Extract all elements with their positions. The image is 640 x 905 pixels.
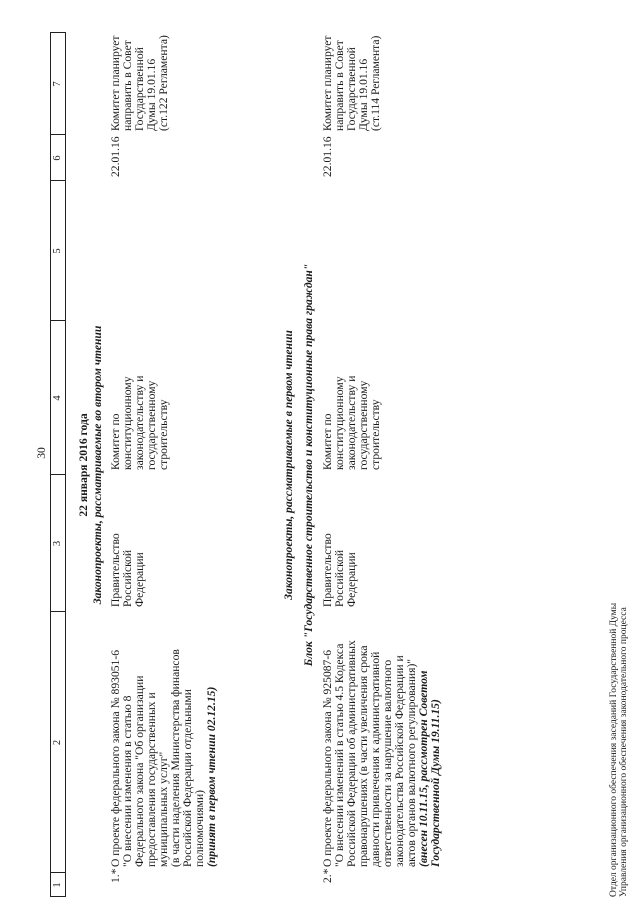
row-number: 2.* <box>321 868 334 883</box>
bill-title-line: предоставления государственных и <box>145 692 158 867</box>
page-number: 30 <box>35 447 48 459</box>
committee-line: законодательству и <box>345 375 358 470</box>
bill-title-line: муниципальных услуг" <box>157 751 170 867</box>
author-line: Российской <box>121 549 134 607</box>
header-col-2: 2 <box>52 739 63 746</box>
remark-line: Думы 19.01.16 <box>357 58 370 131</box>
author-line: Правительство <box>321 533 334 607</box>
bill-title-line: правонарушениях (в части увеличения срока <box>357 645 370 867</box>
section-heading-first-reading: Законопроекты, рассматриваемые в первом чтении <box>282 330 295 600</box>
bill-title-line: О проекте федерального закона № 893051-6 <box>109 650 122 867</box>
remark-line: Государственной <box>345 47 358 131</box>
committee-line: конституционному <box>121 376 134 470</box>
date-heading: 22 января 2016 года <box>77 413 90 517</box>
author-line: Правительство <box>109 533 122 607</box>
bill-title-line: "О внесении изменения в статью 8 <box>121 695 134 867</box>
committee-line: государственному <box>357 380 370 470</box>
section-heading-second-reading: Законопроекты, рассматриваемые во втором чтении <box>91 325 104 605</box>
footer-line: Отдел организационного обеспечения заседаний Государственной Думы <box>609 602 619 897</box>
committee-line: законодательству и <box>133 375 146 470</box>
committee-line: строительству <box>369 399 382 470</box>
remark-line: (ст.122 Регламента) <box>157 35 170 131</box>
bill-title-line: Федерального закона "Об организации <box>133 675 146 867</box>
author-line: Российской <box>333 549 346 607</box>
header-col-5: 5 <box>52 248 63 254</box>
row-number: 1.* <box>109 868 122 883</box>
bill-title-line: ответственности за нарушение валютного <box>381 659 394 867</box>
header-col-1: 1 <box>52 882 63 888</box>
remark-line: направить в Совет <box>121 40 134 131</box>
header-col-3: 3 <box>52 540 63 547</box>
header-col-7: 7 <box>52 81 63 87</box>
date-value: 22.01.16 <box>321 136 334 177</box>
committee-line: Комитет по <box>321 413 334 470</box>
author-line: Федерации <box>345 552 358 607</box>
remark-line: Комитет планирует <box>321 35 334 131</box>
bill-title-line: О проекте федерального закона № 925087-6 <box>321 650 334 867</box>
bill-title-line: "О внесении изменений в статью 4.5 Кодекса <box>333 643 346 867</box>
bill-title-line: давности привлечения к административной <box>369 651 382 867</box>
header-col-4: 4 <box>52 395 63 401</box>
bill-title-line: полномочиями) <box>193 789 206 867</box>
committee-line: государственному <box>145 380 158 470</box>
remark-line: направить в Совет <box>333 40 346 131</box>
date-value: 22.01.16 <box>109 136 122 177</box>
remark-line: Думы 19.01.16 <box>145 58 158 131</box>
header-col-6: 6 <box>52 155 63 161</box>
bill-status-note: Государственной Думы 19.11.15) <box>429 699 442 867</box>
block-heading: Блок "Государственное строительство и конституционные права граждан" <box>302 263 315 667</box>
header-top-line <box>50 32 51 897</box>
committee-line: Комитет по <box>109 413 122 470</box>
author-line: Федерации <box>133 552 146 607</box>
bill-status-note: (принят в первом чтении 02.12.15) <box>205 686 218 867</box>
remark-line: (ст.114 Регламента) <box>369 35 382 131</box>
footer-line: Управления организационного обеспечения законодательного процесса <box>619 607 629 897</box>
committee-line: строительству <box>157 399 170 470</box>
committee-line: конституционному <box>333 376 346 470</box>
bill-title-line: Российской Федерации отдельными <box>181 689 194 867</box>
remark-line: Государственной <box>133 47 146 131</box>
bill-title-line: (в части наделения Министерства финансов <box>169 649 182 867</box>
remark-line: Комитет планирует <box>109 35 122 131</box>
bill-status-note: (внесен 10.11.15, рассмотрен Советом <box>417 670 430 867</box>
header-bottom-line <box>65 32 66 897</box>
bill-title-line: законодательства Российской Федерации и <box>393 655 406 867</box>
bill-title-line: Российской Федерации об административных <box>345 640 358 867</box>
bill-title-line: актов органов валютного регулирования)" <box>405 658 418 867</box>
